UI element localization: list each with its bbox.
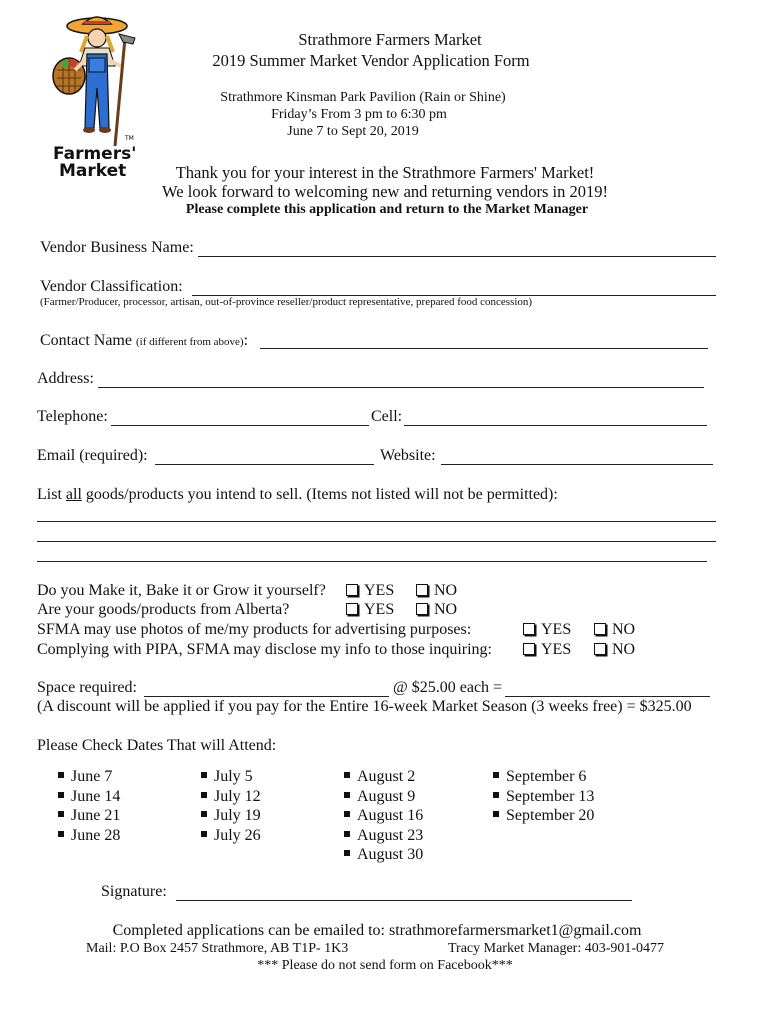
date-checkbox[interactable]	[58, 767, 120, 787]
space-total-field[interactable]	[505, 696, 710, 697]
market-manager-contact: Tracy Market Manager: 403-901-0477	[448, 941, 665, 956]
email-field[interactable]	[155, 464, 374, 465]
option-label: NO	[434, 582, 458, 599]
option-label: YES	[541, 621, 572, 638]
svg-text:TM: TM	[125, 135, 134, 142]
date-checkbox[interactable]	[344, 845, 423, 865]
goods-label-post: goods/products you intend to sell. (Items not listed will not be permitted):	[81, 486, 558, 503]
bullet-icon	[344, 772, 350, 778]
bullet-icon	[201, 772, 207, 778]
date-checkbox[interactable]	[58, 787, 120, 807]
logo-text-line1: Farmers'	[53, 144, 137, 164]
checkbox-icon	[594, 643, 606, 655]
checkbox-icon	[523, 643, 535, 655]
goods-label	[37, 486, 558, 504]
date-label: July 5	[214, 768, 253, 785]
contact-hint: (if different from above)	[135, 336, 244, 348]
website-label: Website:	[380, 447, 436, 464]
cell-label: Cell:	[371, 408, 403, 425]
date-label: September 13	[506, 787, 595, 805]
goods-label-pre: List	[37, 486, 66, 503]
date-checkbox[interactable]	[493, 806, 594, 826]
option-label: NO	[434, 601, 458, 618]
date-checkbox[interactable]	[344, 787, 423, 807]
date-label: August 2	[357, 768, 416, 785]
space-label: Space required:	[37, 679, 137, 696]
contact-colon: :	[243, 332, 249, 349]
date-checkbox[interactable]	[493, 787, 594, 807]
checkbox-icon	[416, 603, 428, 615]
welcome-text: We look forward to welcoming new and returning vendors in 2019!	[162, 182, 608, 201]
date-checkbox[interactable]	[344, 767, 423, 787]
season-discount: (A discount will be applied if you pay for the Entire 16-week Market Season (3 weeks free) = $325.00	[37, 698, 692, 715]
date-label: June 21	[71, 807, 121, 824]
classification-hint: (Farmer/Producer, processor, artisan, out-of-province reseller/product representative, prepared food concession)	[40, 296, 533, 308]
classification-label: Vendor Classification:	[40, 278, 183, 295]
date-checkbox[interactable]	[201, 826, 261, 846]
mailing-address: Mail: P.O Box 2457 Strathmore, AB T1P- 1K3	[86, 941, 349, 956]
logo-text-line2: Market	[59, 161, 127, 181]
address-field[interactable]	[98, 387, 704, 388]
date-label: June 7	[71, 768, 113, 785]
date-checkbox[interactable]	[344, 826, 423, 846]
facebook-note: *** Please do not send form on Facebook***	[257, 958, 513, 973]
question-make-it: Do you Make it, Bake it or Grow it yourself?	[37, 582, 326, 599]
make-it-no-checkbox[interactable]	[416, 582, 457, 600]
signature-field[interactable]	[176, 900, 632, 901]
checkbox-icon	[594, 623, 606, 635]
date-label: September 20	[506, 807, 595, 824]
bullet-icon	[201, 811, 207, 817]
date-checkbox[interactable]	[58, 826, 120, 846]
july-dates	[201, 767, 261, 845]
date-checkbox[interactable]	[493, 767, 594, 787]
checkbox-icon	[346, 603, 358, 615]
date-label: August 30	[357, 846, 424, 863]
bullet-icon	[58, 792, 64, 798]
question-alberta: Are your goods/products from Alberta?	[37, 601, 290, 618]
market-dates: June 7 to Sept 20, 2019	[287, 124, 419, 139]
bullet-icon	[58, 772, 64, 778]
space-rate: @ $25.00 each =	[393, 679, 503, 696]
june-dates	[58, 767, 120, 845]
telephone-label: Telephone:	[37, 408, 108, 425]
bullet-icon	[493, 811, 499, 817]
alberta-yes-checkbox[interactable]	[346, 601, 394, 619]
date-label: August 16	[357, 807, 424, 824]
bullet-icon	[201, 831, 207, 837]
goods-label-all: all	[65, 486, 82, 503]
checkbox-icon	[346, 584, 358, 596]
date-label: September 6	[506, 768, 587, 785]
contact-name-field[interactable]	[260, 348, 708, 349]
date-checkbox[interactable]	[201, 806, 261, 826]
bullet-icon	[58, 811, 64, 817]
make-it-yes-checkbox[interactable]	[346, 582, 394, 600]
september-dates	[493, 767, 594, 826]
august-dates	[344, 767, 423, 865]
goods-line-3[interactable]	[37, 561, 707, 562]
space-field[interactable]	[144, 696, 389, 697]
cell-field[interactable]	[404, 425, 707, 426]
date-label: August 23	[357, 826, 424, 844]
website-field[interactable]	[441, 464, 713, 465]
form-subtitle: 2019 Summer Market Vendor Application Form	[212, 51, 530, 70]
option-label: NO	[612, 641, 636, 658]
date-label: July 26	[214, 826, 261, 844]
form-title: Strathmore Farmers Market	[298, 30, 482, 49]
photos-no-checkbox[interactable]	[594, 621, 635, 639]
address-label: Address:	[37, 370, 94, 387]
alberta-no-checkbox[interactable]	[416, 601, 457, 619]
bullet-icon	[344, 850, 350, 856]
checkbox-icon	[416, 584, 428, 596]
photos-yes-checkbox[interactable]	[523, 621, 571, 639]
bullet-icon	[493, 792, 499, 798]
email-instruction: Completed applications can be emailed to: strathmorefarmersmarket1@gmail.com	[112, 922, 642, 939]
bullet-icon	[344, 831, 350, 837]
dates-label: Please Check Dates That will Attend:	[37, 737, 277, 754]
pipa-no-checkbox[interactable]	[594, 641, 635, 659]
date-label: July 19	[214, 807, 261, 824]
option-label: YES	[364, 582, 395, 599]
option-label: NO	[612, 621, 636, 638]
instruction-text: Please complete this application and return to the Market Manager	[185, 202, 589, 217]
checkbox-icon	[523, 623, 535, 635]
email-label: Email (required):	[37, 447, 148, 464]
question-photos: SFMA may use photos of me/my products for advertising purposes:	[37, 621, 472, 638]
goods-line-1[interactable]	[37, 521, 716, 522]
bullet-icon	[344, 792, 350, 798]
contact-name-label	[40, 332, 248, 350]
date-checkbox[interactable]	[201, 767, 261, 787]
telephone-field[interactable]	[111, 425, 369, 426]
bullet-icon	[493, 772, 499, 778]
date-checkbox[interactable]	[58, 806, 120, 826]
date-label: June 28	[71, 826, 121, 844]
pipa-yes-checkbox[interactable]	[523, 641, 571, 659]
date-label: June 14	[71, 787, 121, 805]
business-name-field[interactable]	[198, 256, 716, 257]
signature-label: Signature:	[101, 883, 167, 900]
option-label: YES	[541, 641, 572, 658]
date-checkbox[interactable]	[344, 806, 423, 826]
thank-you-text: Thank you for your interest in the Strathmore Farmers' Market!	[175, 163, 595, 182]
market-location: Strathmore Kinsman Park Pavilion (Rain or Shine)	[220, 90, 506, 105]
question-pipa: Complying with PIPA, SFMA may disclose my info to those inquiring:	[37, 641, 492, 658]
contact-label-text: Contact Name	[40, 332, 132, 349]
goods-line-2[interactable]	[37, 541, 716, 542]
bullet-icon	[58, 831, 64, 837]
date-label: August 9	[357, 787, 416, 805]
bullet-icon	[344, 811, 350, 817]
option-label: YES	[364, 601, 395, 618]
business-name-label: Vendor Business Name:	[40, 239, 194, 256]
bullet-icon	[201, 792, 207, 798]
date-label: July 12	[214, 787, 261, 805]
market-hours: Friday’s From 3 pm to 6:30 pm	[271, 107, 447, 122]
date-checkbox[interactable]	[201, 787, 261, 807]
